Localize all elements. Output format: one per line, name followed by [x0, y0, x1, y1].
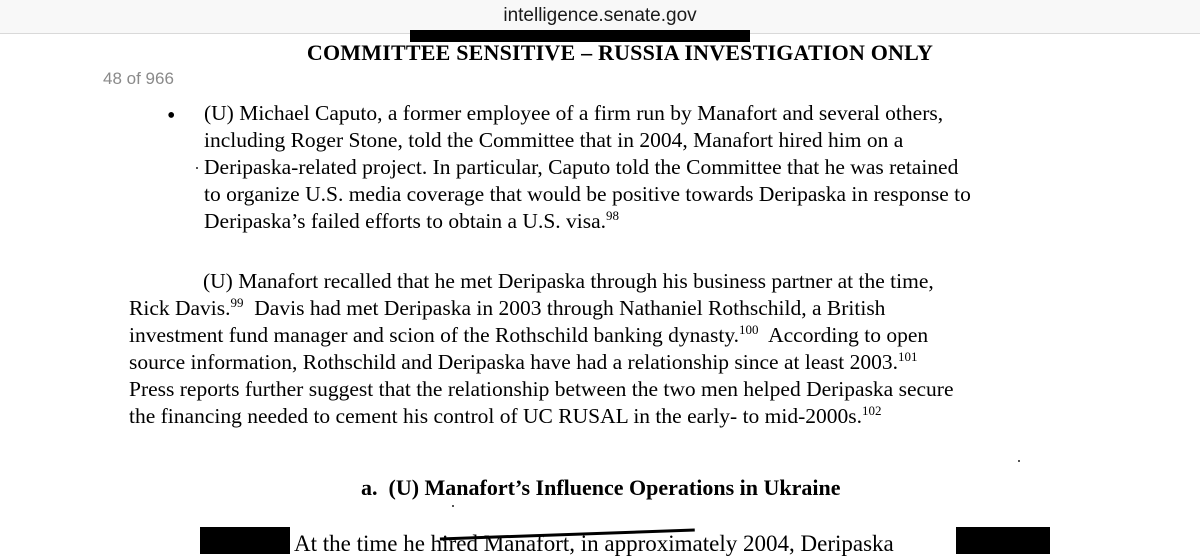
footnote-marker: 102 [862, 403, 882, 418]
url-text[interactable]: intelligence.senate.gov [503, 5, 697, 26]
bullet-line: Deripaska-related project. In particular, Caputo told the Committee that he was retained [204, 155, 959, 179]
paragraph-text: investment fund manager and scion of the Rothschild banking dynasty. [129, 323, 740, 347]
bullet-paragraph [204, 100, 1104, 235]
partial-text-line: At the time he hired Manafort, in approximately 2004, Deripaska [294, 531, 894, 556]
scan-speck [196, 167, 198, 169]
bullet-line: including Roger Stone, told the Committee that in 2004, Manafort hired him on a [204, 128, 904, 152]
footnote-marker: 101 [898, 349, 918, 364]
bullet-line-text: Deripaska’s failed efforts to obtain a U.S. visa. [204, 209, 607, 233]
document-header: COMMITTEE SENSITIVE – RUSSIA INVESTIGATION ONLY [306, 40, 934, 65]
footnote-marker: 100 [739, 322, 759, 337]
paragraph-text: source information, Rothschild and Deripaska have had a relationship since at least 2003. [129, 350, 899, 374]
bullet-line: (U) Michael Caputo, a former employee of a firm run by Manafort and several others, [204, 101, 944, 125]
paragraph-line [129, 322, 1119, 349]
body-paragraph [129, 268, 1119, 430]
scan-speck [452, 505, 454, 507]
section-subheading: a. (U) Manafort’s Influence Operations in Ukraine [361, 475, 841, 500]
paragraph-line: (U) Manafort recalled that he met Deripaska through his business partner at the time, [203, 269, 934, 293]
browser-address-bar[interactable] [0, 0, 1200, 34]
scan-speck [1018, 460, 1020, 462]
footnote-marker: 99 [230, 295, 244, 310]
bullet-line: to organize U.S. media coverage that would be positive towards Deripaska in response to [204, 182, 971, 206]
paragraph-text: Rick Davis. [129, 296, 231, 320]
paragraph-text: According to open [758, 323, 929, 347]
paragraph-line: Press reports further suggest that the relationship between the two men helped Deripaska secure [129, 377, 954, 401]
paragraph-line [129, 349, 1119, 376]
paragraph-line [129, 403, 1119, 430]
bullet-line [204, 208, 1104, 235]
paragraph-line [129, 295, 1119, 322]
redaction-bar-left [200, 527, 290, 554]
footnote-marker: 98 [606, 208, 620, 223]
page-counter: 48 of 966 [103, 69, 174, 88]
paragraph-text: Davis had met Deripaska in 2003 through Nathaniel Rothschild, a British [243, 296, 886, 320]
paragraph-text: the financing needed to cement his control of UC RUSAL in the early- to mid-2000s. [129, 404, 863, 428]
redaction-bar-right [956, 527, 1050, 554]
bullet-icon: • [167, 103, 176, 129]
